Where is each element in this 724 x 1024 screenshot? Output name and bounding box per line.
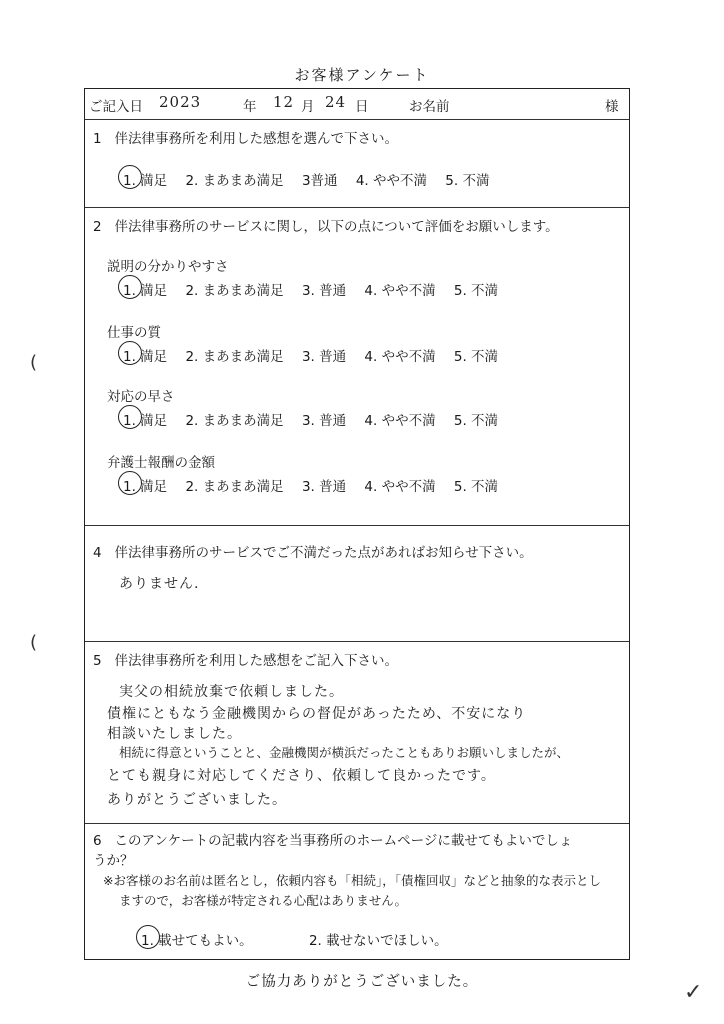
- divider: [85, 823, 629, 824]
- footer-thanks: ご協力ありがとうございました。: [245, 974, 479, 990]
- q4-question: 4 伴法律事務所のサービスでご不満だった点があればお知らせ下さい。: [93, 545, 533, 561]
- q2-item-3-options: [123, 409, 498, 429]
- q1-option-3[interactable]: 3普通: [301, 173, 338, 189]
- q2-item-3-option-2[interactable]: 2. まあまあ満足: [185, 413, 284, 429]
- survey-form: [84, 88, 630, 960]
- q2-item-label: 弁護士報酬の金額: [107, 455, 215, 471]
- page-title: お客様アンケート: [294, 66, 430, 84]
- year-value: 2023: [159, 93, 202, 111]
- q2-item-3-option-1[interactable]: 1. 満足: [123, 409, 167, 429]
- q6-question-cont: うか？: [93, 853, 134, 869]
- date-label: ご記入日: [89, 99, 143, 115]
- name-label: お名前: [409, 99, 450, 115]
- q5-question: 5 伴法律事務所を利用した感想をご記入下さい。: [93, 653, 398, 669]
- q2-item-1-option-4[interactable]: 4. やや不満: [364, 283, 436, 299]
- q2-item-2-option-1[interactable]: 1. 満足: [123, 345, 167, 365]
- year-unit: 年: [243, 99, 257, 115]
- q1-option-4[interactable]: 4. やや不満: [355, 173, 427, 189]
- q5-answer-line: 実父の相続放棄で依頼しました。: [119, 684, 344, 700]
- check-mark-icon: ✓: [684, 980, 703, 1005]
- q2-item-label: 説明の分かりやすさ: [107, 259, 229, 275]
- day-value: 24: [325, 93, 347, 111]
- q2-item-2-option-4[interactable]: 4. やや不満: [364, 349, 436, 365]
- q2-item-4-options: [123, 475, 498, 495]
- q5-answer-line: 債権にともなう金融機関からの督促があったため、不安になり: [107, 706, 527, 722]
- day-unit: 日: [355, 99, 369, 115]
- q5-answer-line: 相続に得意ということと、金融機関が横浜だったこともありお願いしましたが、: [119, 745, 570, 760]
- divider: [85, 119, 629, 120]
- divider: [85, 525, 629, 526]
- q2-item-1-option-5[interactable]: 5. 不満: [453, 283, 499, 299]
- q2-item-2-option-5[interactable]: 5. 不満: [453, 349, 499, 365]
- q1-option-1[interactable]: 1. 満足: [123, 169, 167, 189]
- q2-question: 2 伴法律事務所のサービスに関し，以下の点について評価をお願いします。: [93, 219, 559, 235]
- q6-option-2[interactable]: 2. 載せないでほしい。: [308, 933, 448, 949]
- q2-item-1-option-1[interactable]: 1. 満足: [123, 279, 167, 299]
- q2-item-1-option-3[interactable]: 3. 普通: [301, 283, 347, 299]
- q2-item-3-option-5[interactable]: 5. 不満: [453, 413, 499, 429]
- q2-item-label: 仕事の質: [107, 325, 161, 341]
- q1-question: 1 伴法律事務所を利用した感想を選んで下さい。: [93, 131, 398, 147]
- q2-item-2-options: [123, 345, 498, 365]
- month-unit: 月: [301, 99, 315, 115]
- q2-item-4-option-1[interactable]: 1. 満足: [123, 475, 167, 495]
- divider: [85, 207, 629, 208]
- q2-item-2-option-2[interactable]: 2. まあまあ満足: [185, 349, 284, 365]
- q2-item-4-option-3[interactable]: 3. 普通: [301, 479, 347, 495]
- q2-item-1-options: [123, 279, 498, 299]
- q6-option-1[interactable]: 1. 載せてもよい。: [141, 929, 253, 949]
- q5-answer-line: 相談いたしました。: [107, 726, 242, 742]
- q1-option-2[interactable]: 2. まあまあ満足: [185, 173, 284, 189]
- binder-hole-mark: (: [30, 352, 38, 373]
- q6-options: [141, 929, 448, 949]
- q5-answer-line: ありがとうございました。: [107, 792, 287, 808]
- q1-option-5[interactable]: 5. 不満: [445, 173, 490, 189]
- q2-item-4-option-5[interactable]: 5. 不満: [453, 479, 499, 495]
- q2-item-1-option-2[interactable]: 2. まあまあ満足: [185, 283, 284, 299]
- q2-item-3-option-3[interactable]: 3. 普通: [301, 413, 347, 429]
- binder-hole-mark: (: [30, 632, 38, 653]
- q2-item-4-option-2[interactable]: 2. まあまあ満足: [185, 479, 284, 495]
- q4-answer: ありません.: [119, 576, 200, 592]
- q6-question: 6 このアンケートの記載内容を当事務所のホームページに載せてもよいでしょ: [93, 833, 573, 849]
- q6-note-cont: ますので，お客様が特定される心配はありません。: [119, 893, 408, 908]
- month-value: 12: [273, 93, 295, 111]
- honorific: 様: [605, 99, 619, 115]
- q2-item-4-option-4[interactable]: 4. やや不満: [364, 479, 436, 495]
- q1-options: [123, 169, 489, 189]
- divider: [85, 641, 629, 642]
- q2-item-label: 対応の早さ: [107, 389, 175, 405]
- q5-answer-line: とても親身に対応してくださり、依頼して良かったです。: [107, 768, 496, 784]
- q6-note: ※お客様のお名前は匿名とし，依頼内容も「相続」，「債権回収」などと抽象的な表示とし: [103, 873, 601, 888]
- q2-item-2-option-3[interactable]: 3. 普通: [301, 349, 347, 365]
- q2-item-3-option-4[interactable]: 4. やや不満: [364, 413, 436, 429]
